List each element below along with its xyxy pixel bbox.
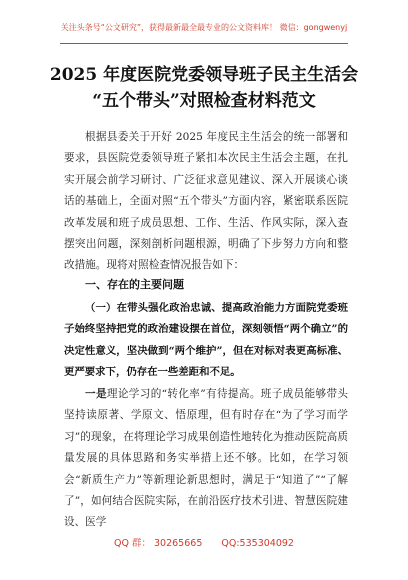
section-heading: 一、存在的主要问题 <box>85 278 184 291</box>
document-title-line1: 2025 年度医院党委领导班子民主生活会 <box>49 65 359 85</box>
intro-paragraph: 根据县委关于开好 2025 年度民主生活会的统一部署和要求，县医院党委领导班子紧扣本次民主生活会主题，在扎实开展会前学习研讨、广泛征求意见建议、深入开展谈心谈话的基础上，全面对照“五个带头”方面内容，紧密联系医院改革发展和班子成员思想、工作、生活、作风实际，深入查摆突出问题，深刻剖析问题根源，明确了下步努力方向和整改措施。现将对照检查情况报告如下： <box>64 131 348 272</box>
paragraph-lead: 一是 <box>85 388 107 400</box>
body-paragraph <box>64 384 348 534</box>
footer-qq-group: QQ 群： 30265665 <box>114 538 203 549</box>
subsection-heading: （一）在带头强化政治忠诚、提高政治能力方面院党委班子始终坚持把党的政治建设摆在首位，深刻领悟“两个确立”的决定性意义，坚决做到“两个维护”，但在对标对表更高标准、更严要求下，仍存在一些差距和不足。 <box>64 302 348 379</box>
document-title-line2: “五个带头”对照检查材料范文 <box>92 91 316 111</box>
header-divider <box>60 43 348 44</box>
footer <box>0 535 408 549</box>
header-banner: 关注头条号“公文研究”，获得最新最全最专业的公文资料库！ 微信：gongwenyj <box>60 23 348 32</box>
paragraph-text: 理论学习的“转化率”有待提高。班子成员能够带头坚持读原著、学原文、悟原理，但有时存在“为了学习而学习”的现象，在将理论学习成果创造性地转化为推动医院高质量发展的具体思路和务实举措上还不够。比如，在学习领会“新质生产力”等新理论新思想时，满足于“知道了”“了解了”，如何结合医院实际，在前沿医疗技术引进、智慧医院建设、医学 <box>64 388 348 529</box>
footer-qq: QQ:535304092 <box>221 538 294 549</box>
